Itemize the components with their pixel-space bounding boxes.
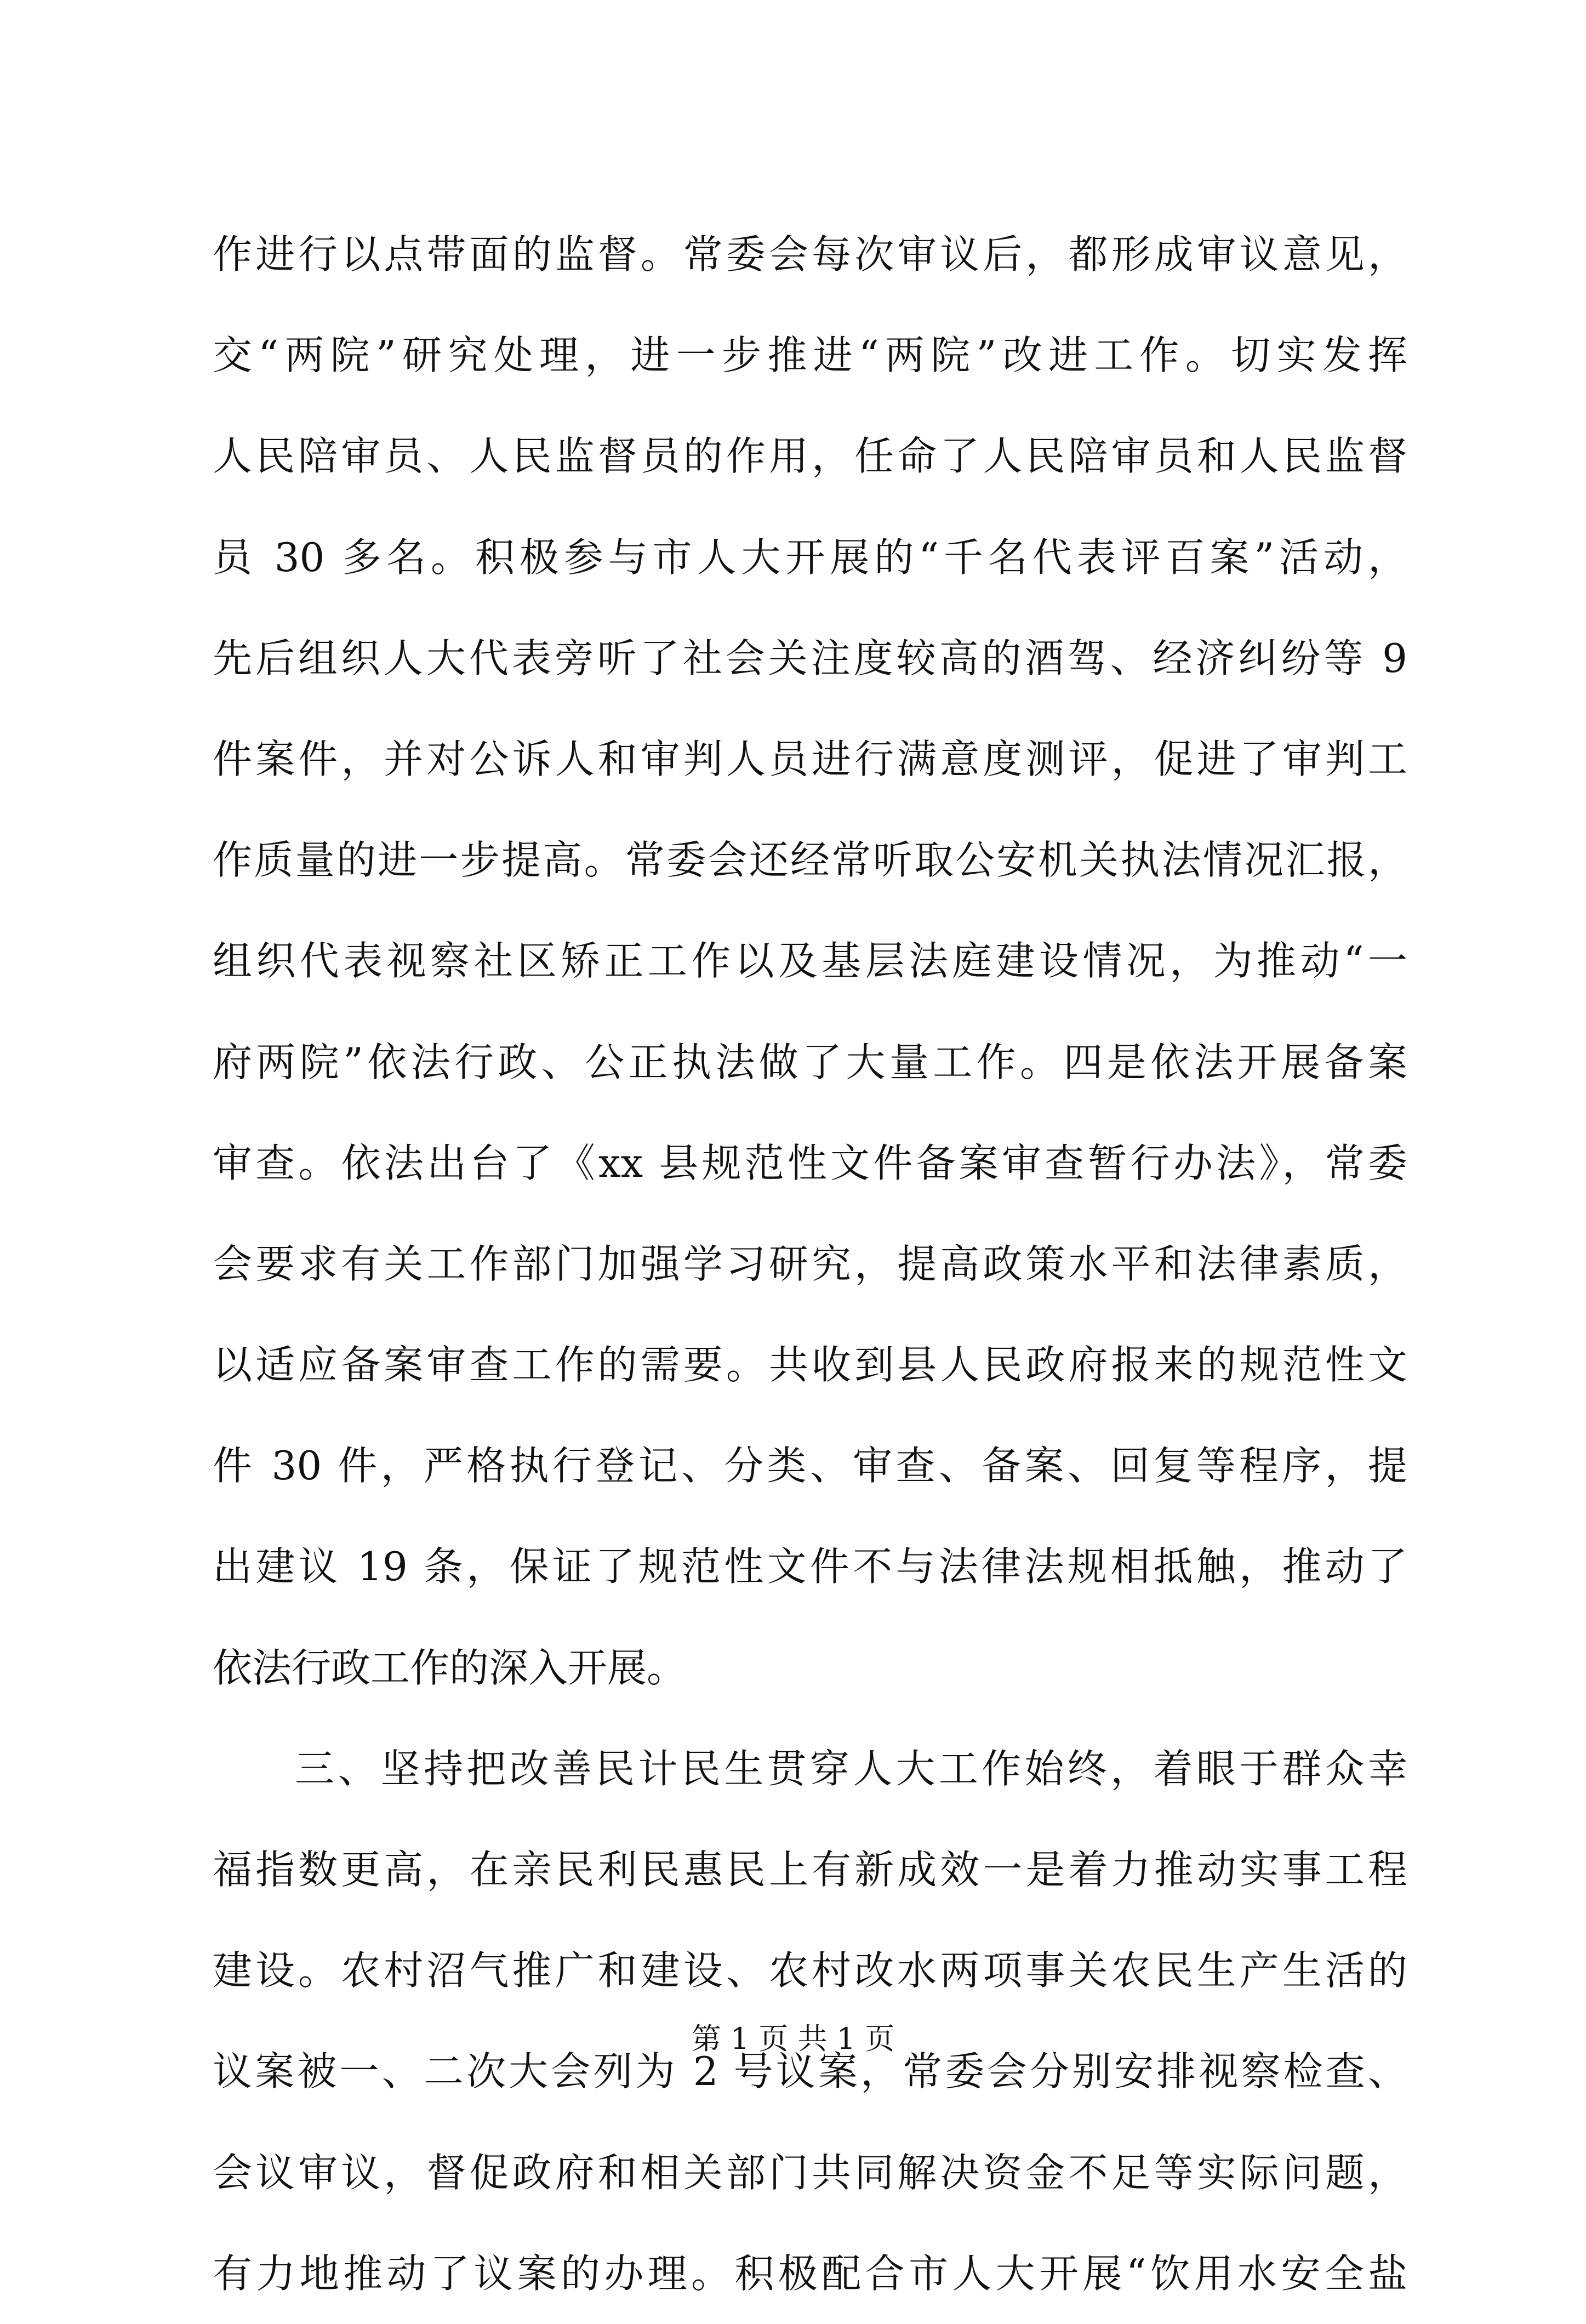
text-line-2: 交“两院”研究处理，进一步推进“两院”改进工作。切实发挥 [213,332,1407,379]
text-line-3: 人民陪审员、人民监督员的作用，任命了人民陪审员和人民监督 [213,433,1407,480]
body-text [213,204,1407,2324]
text-line-5: 先后组织人大代表旁听了社会关注度较高的酒驾、经济纠纷等 9 [213,635,1407,681]
text-line-16: 三、坚持把改善民计民生贯穿人大工作始终，着眼于群众幸 [295,1745,1407,1792]
text-line-6: 件案件，并对公诉人和审判人员进行满意度测评，促进了审判工 [213,736,1407,782]
text-line-21: 有力地推动了议案的办理。积极配合市人大开展“饮用水安全盐 [213,2250,1407,2297]
text-line-17: 福指数更高，在亲民利民惠民上有新成效一是着力推动实事工程 [213,1847,1407,1893]
page-footer: 第 1 页 共 1 页 [691,2021,895,2056]
text-line-20: 会议审议，督促政府和相关部门共同解决资金不足等实际问题， [213,2149,1407,2196]
text-line-14: 出建议 19 条，保证了规范性文件不与法律法规相抵触，推动了 [213,1543,1407,1590]
text-line-18: 建设。农村沼气推广和建设、农村改水两项事关农民生产生活的 [213,1947,1407,1994]
text-line-15: 依法行政工作的深入开展。 [213,1644,687,1691]
text-line-1: 作进行以点带面的监督。常委会每次审议后，都形成审议意见， [213,231,1407,277]
text-line-9: 府两院”依法行政、公正执法做了大量工作。四是依法开展备案 [213,1039,1407,1085]
text-line-8: 组织代表视察社区矫正工作以及基层法庭建设情况，为推动“一 [213,938,1407,984]
text-line-12: 以适应备案审查工作的需要。共收到县人民政府报来的规范性文 [213,1342,1407,1388]
text-line-10: 审查。依法出台了《xx 县规范性文件备案审查暂行办法》，常委 [213,1140,1407,1186]
text-line-4: 员 30 多名。积极参与市人大开展的“千名代表评百案”活动， [213,534,1407,580]
text-line-19: 议案被一、二次大会列为 2 号议案，常委会分别安排视察检查、 [213,2048,1407,2095]
text-line-7: 作质量的进一步提高。常委会还经常听取公安机关执法情况汇报， [213,837,1407,884]
text-line-13: 件 30 件，严格执行登记、分类、审查、备案、回复等程序，提 [213,1443,1407,1489]
text-line-11: 会要求有关工作部门加强学习研究，提高政策水平和法律素质， [213,1240,1407,1287]
